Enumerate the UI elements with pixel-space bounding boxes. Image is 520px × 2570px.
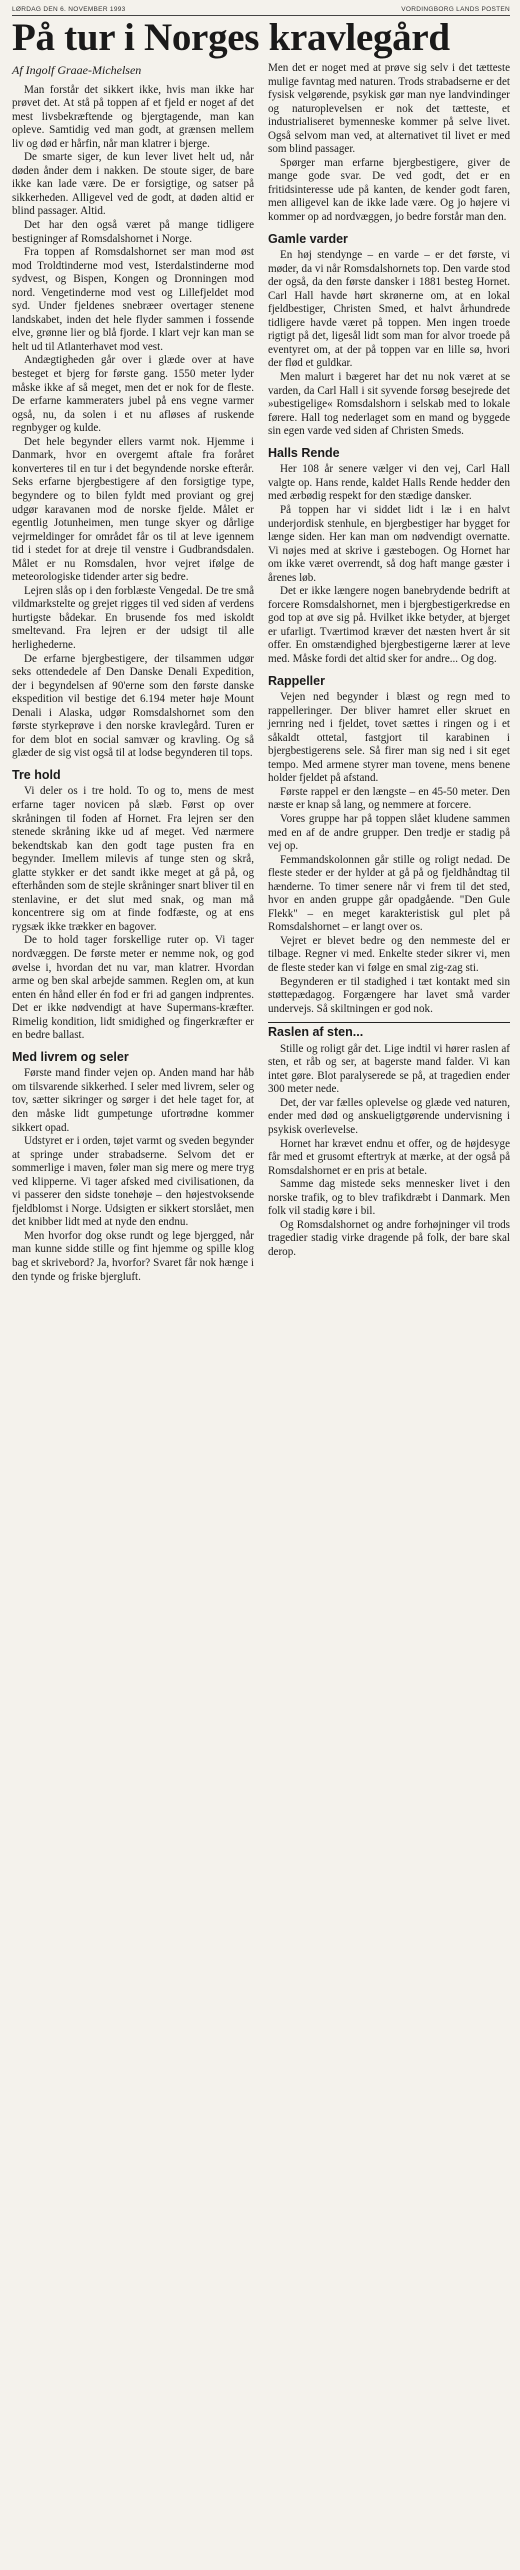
paragraph: Første rappel er den længste – en 45-50 meter. Den næste er knap så lang, og nemmere at forcere. (268, 785, 510, 812)
subheading: Halls Rende (268, 445, 340, 460)
paragraph: Begynderen er til stadighed i tæt kontakt med sin støttepædagog. Forgængere har lavet små varder undervejs. Så skiltningen er god nok. (268, 975, 510, 1015)
paragraph: Stille og roligt går det. Lige indtil vi hører raslen af sten, et råb og ser, at bagerste mand falder. Vi kan intet gøre. Blot paralyserede se på, at tragedien ender 300 meter nede. (268, 1042, 510, 1096)
paragraph: Samme dag mistede seks mennesker livet i den norske trafik, og to blev trafikdræbt i Danmark. Men folk vil stadig køre i bil. (268, 1178, 510, 1218)
paragraph: Her 108 år senere vælger vi den vej, Carl Hall valgte op. Hans rende, kaldet Halls Rende hedder den med ærbødig respekt for den stædige dansker. (268, 463, 510, 503)
newspaper-name: VORDINGBORG LANDS POSTEN (401, 6, 510, 13)
paragraph: Man forstår det sikkert ikke, hvis man ikke har prøvet det. At stå på toppen af et fjeld er noget af det mest livsbekræftende og bjergtagende, man kan opleve. Samtidig ved man godt, at grænsen mellem liv og død er hårfin, når man klatrer i bjerge. (12, 83, 254, 150)
paragraph: Første mand finder vejen op. Anden mand har håb om tilsvarende sikkerhed. I seler med livrem, seler og tov, sætter sikringer og sørger i det hele taget for, at den måske lidt gumpetunge ufortrødne kommer sikkert opad. (12, 1067, 254, 1134)
paragraph: Men hvorfor dog okse rundt og lege bjergged, når man kunne sidde stille og fint hjemme og spille klog bag et skrivebord? Ja, hvorfor? Svaret får nok hænge i den tynde og friske bjergluft. (12, 1229, 254, 1283)
paragraph: Andægtigheden går over i glæde over at have besteget et bjerg for første gang. 1550 meter lyder måske ikke af så meget, men det er nok for de fleste. De erfarne kammeraters jubel på ens vegne varmer også, nu, da solen i et nu afløses af ruskende regnbyger og kulde. (12, 354, 254, 435)
paragraph: Men malurt i bægeret har det nu nok været at se varden, da Carl Hall i sit syvende forsøg besejrede det »ubestigelige« Romsdalshorn i selskab med to lokale førere. Hall tog nederlaget som en mand og byggede sin egen varde ved siden af Christen Smeds. (268, 371, 510, 438)
subheading: Rappeller (268, 673, 325, 688)
subheading: Gamle varder (268, 231, 348, 246)
column-right (268, 62, 510, 1284)
paragraph: Udstyret er i orden, tøjet varmt og sveden begynder at springe under strabadserne. Selvom det er sommerlige i maven, føler man sig mere og mere tryg ved klipperne. Vi tager afsked med civilisationen, da vi passerer den sidste tonehøje – den højestvoksende fjeldblomst i Norge. Udsigten er sikkert storslået, men det knibber lidt med at nyde den endnu. (12, 1135, 254, 1229)
paragraph: Vejen ned begynder i blæst og regn med to rappelleringer. Der bliver hamret eller skruet en jernring ned i fjeldet, tovet sættes i ringen og i et såkaldt ottetal, fastgjort til karabinen i bjergbestigerens sele. Så firer man sig ned i sit eget tempo. Med armene styrer man tovene, mens benene holder fjeldet på afstand. (268, 691, 510, 785)
column-left (12, 62, 254, 1284)
paragraph: En høj stendynge – en varde – er det første, vi møder, da vi når Romsdalshornets top. Den varde stod der også, da den første dansker i 1881 besteg Hornet. Carl Hall havde hørt skrønerne om, at en lokal fjeldbestiger, Christen Smed, et halvt århundrede tidligere havde været på toppen. Men ingen troede rigtigt på det, ligesål lidt som man for alvor troede på eventyret om, at der på toppen var en lille sø, hvori der flød et guldkar. (268, 249, 510, 370)
article-title: På tur i Norges kravlegård (12, 16, 450, 59)
paragraph: De smarte siger, de kun lever livet helt ud, når døden ånder dem i nakken. De stoute siger, de bare ikke kan lade være. De er forsigtige, og satser på sikkerheden. Alligevel ved de godt, at døden altid er blind passager. Altid. (12, 151, 254, 218)
byline: Af Ingolf Graae-Michelsen (12, 63, 142, 77)
paragraph: De erfarne bjergbestigere, der tilsammen udgør seks ottendedele af Den Danske Denali Expedition, der i begyndelsen af 90'erne som den første danske ekspedition vil bestige det 6.194 meter høje Mount Denali i Alaska, udgør Romsdalshornet som den første styrkeprøve i den norske kravlegård. Turen er for dem blot en social samvær og kravling. Og så glæder de sig vist også til at lodse begynderen til tops. (12, 652, 254, 760)
subheading: Med livrem og seler (12, 1049, 129, 1064)
page-header (12, 6, 510, 16)
paragraph: Det hele begynder ellers varmt nok. Hjemme i Danmark, hvor en overgemt aftale fra foråret konverteres til en tur i det begyndende norske efterår. Seks erfarne bjergbestigere af den forsigtige type, begyndere og to bilen fyldt med proviant og grej udgør karavanen mod de norske fjelde. Målet er egentlig Jotunheimen, men tunge skyer og dårlige vejrmeldinger for området får os til at leve igennem tid i stedet for at dreje til venstre i Gudbrandsdalen. Målet er nu Romsdalen, hvor vejret ifølge de meteorologiske tidender arter sig bedre. (12, 435, 254, 584)
paragraph: Femmandskolonnen går stille og roligt nedad. De fleste steder er der hylder at gå på og fjeldhåndtag til hænderne. To timer senere når vi frem til det sted, hvor en anden gruppe går opadgående. "Den Gule Flekk" – en meget karakteristisk gul plet på Romsdalshornet – er langt over os. (268, 853, 510, 934)
paragraph: Men det er noget med at prøve sig selv i det tætteste mulige favntag med naturen. Trods strabadserne er det fysisk velgørende, psykisk gør man nye landvindinger og naturoplevelsen er nok det tætteste, et industrialiseret bymenneske kommer på selve livet. Også selvom man ved, at alternativet til livet er med som blind passager. (268, 62, 510, 156)
subheading: Raslen af sten... (268, 1022, 510, 1040)
paragraph: De to hold tager forskellige ruter op. Vi tager nordvæggen. De første meter er nemme nok, og god øvelse i, hvordan det nu var, man klatrer. Hvordan arme og ben skal arbejde sammen. Reglen om, at kun enten én hånd eller én fod er fri ad gangen indprentes. Det er ikke nødvendigt at have Supermans-kræfter. Rimelig kondition, lidt smidighed og fingerkræfter er en bedre ballast. (12, 934, 254, 1042)
paragraph: Det har den også været på mange tidligere bestigninger af Romsdalshornet i Norge. (12, 219, 254, 245)
paragraph: Det er ikke længere nogen banebrydende bedrift at forcere Romsdalshornet, men i bjergbestigerkredse en god top at øve sig på. Hvilket ikke betyder, at bjerget er ufarligt. Tværtimod kræver det næsten hvert år sit offer. En omstændighed bjergbestigerne lærer at leve med. Måske fordi det altid sker for andre... Og dog. (268, 585, 510, 665)
paragraph: Spørger man erfarne bjergbestigere, giver de mange gode svar. De ved godt, det er en fritidsinteresse ude på kanten, de kender godt faren, men alligevel kan de ikke lade være. Og jo højere vi kommer op ad nordvæggen, jo bedre forstår man den. (268, 156, 510, 224)
paragraph: Vi deler os i tre hold. To og to, mens de mest erfarne tager novicen på slæb. Først op over skråningen til foden af Hornet. Fra lejren ser den stenede skråning ikke ud af meget. Ved nærmere bekendtskab kan den godt tage pusten fra en begynder. Imellem milevis af tunge sten og skrå, glatte stykker er det sandt ikke meget at gå på, og efterhånden som de stejle skråninger snart bliver til en stenlavine, er det slut med snak, og man må koncentrere sig om at finde fodfæste, og at ens rygsæk ikke trækker en bagover. (12, 785, 254, 933)
paragraph: Det, der var fælles oplevelse og glæde ved naturen, ender med død og anskueligtgørende undervisning i psykisk overlevelse. (268, 1096, 510, 1137)
paragraph: Fra toppen af Romsdalshornet ser man mod øst mod Troldtinderne mod vest, Isterdalstinderne mod sydvest, og Bispen, Kongen og Dronningen mod nord. Vengetinderne mod vest og Lillefjeldet mod syd. Under fjeldenes snebræer overtager stenene landskabet, inden det hele flyder sammen i fossende elve, grønne lier og blå fjorde. I klart vejr kan man se helt ud til Atlanterhavet mod vest. (12, 246, 254, 353)
paragraph: Og Romsdalshornet og andre forhøjninger vil trods tragedier stadig virke dragende på folk, der bare skal derop. (268, 1218, 510, 1258)
dateline: LØRDAG DEN 6. NOVEMBER 1993 (12, 6, 126, 13)
paragraph: Hornet har krævet endnu et offer, og de højdesyge får med et grusomt eftertryk at mærke, at der også på Romsdalshornet er en pris at betale. (268, 1137, 510, 1177)
subheading: Tre hold (12, 767, 61, 782)
article-body (12, 62, 510, 1284)
paragraph: Lejren slås op i den forblæste Vengedal. De tre små vildmarkstelte og grejet rigges til ved siden af verdens hurtigste bådekar. En brusende fos med iskoldt smeltevand. Fra lejren er der udsigt til alle herlighederne. (12, 584, 254, 651)
paragraph: På toppen har vi siddet lidt i læ i en halvt underjordisk stenhule, en bjergbestiger har bygget for længe siden. Her kan man om nødvendigt overnatte. Vi nøjes med at skrive i gæstebogen. Og Hornet har om ikke været overrendt, så dog haft mange gæster i årenes løb. (268, 503, 510, 584)
paragraph: Vores gruppe har på toppen slået kludene sammen med en af de andre grupper. Den tredje er stadig på vej op. (268, 812, 510, 853)
paragraph: Vejret er blevet bedre og den nemmeste del er tilbage. Regner vi med. Enkelte steder sikrer vi, men de fleste steder kan vi følge en smal zig-zag sti. (268, 934, 510, 974)
